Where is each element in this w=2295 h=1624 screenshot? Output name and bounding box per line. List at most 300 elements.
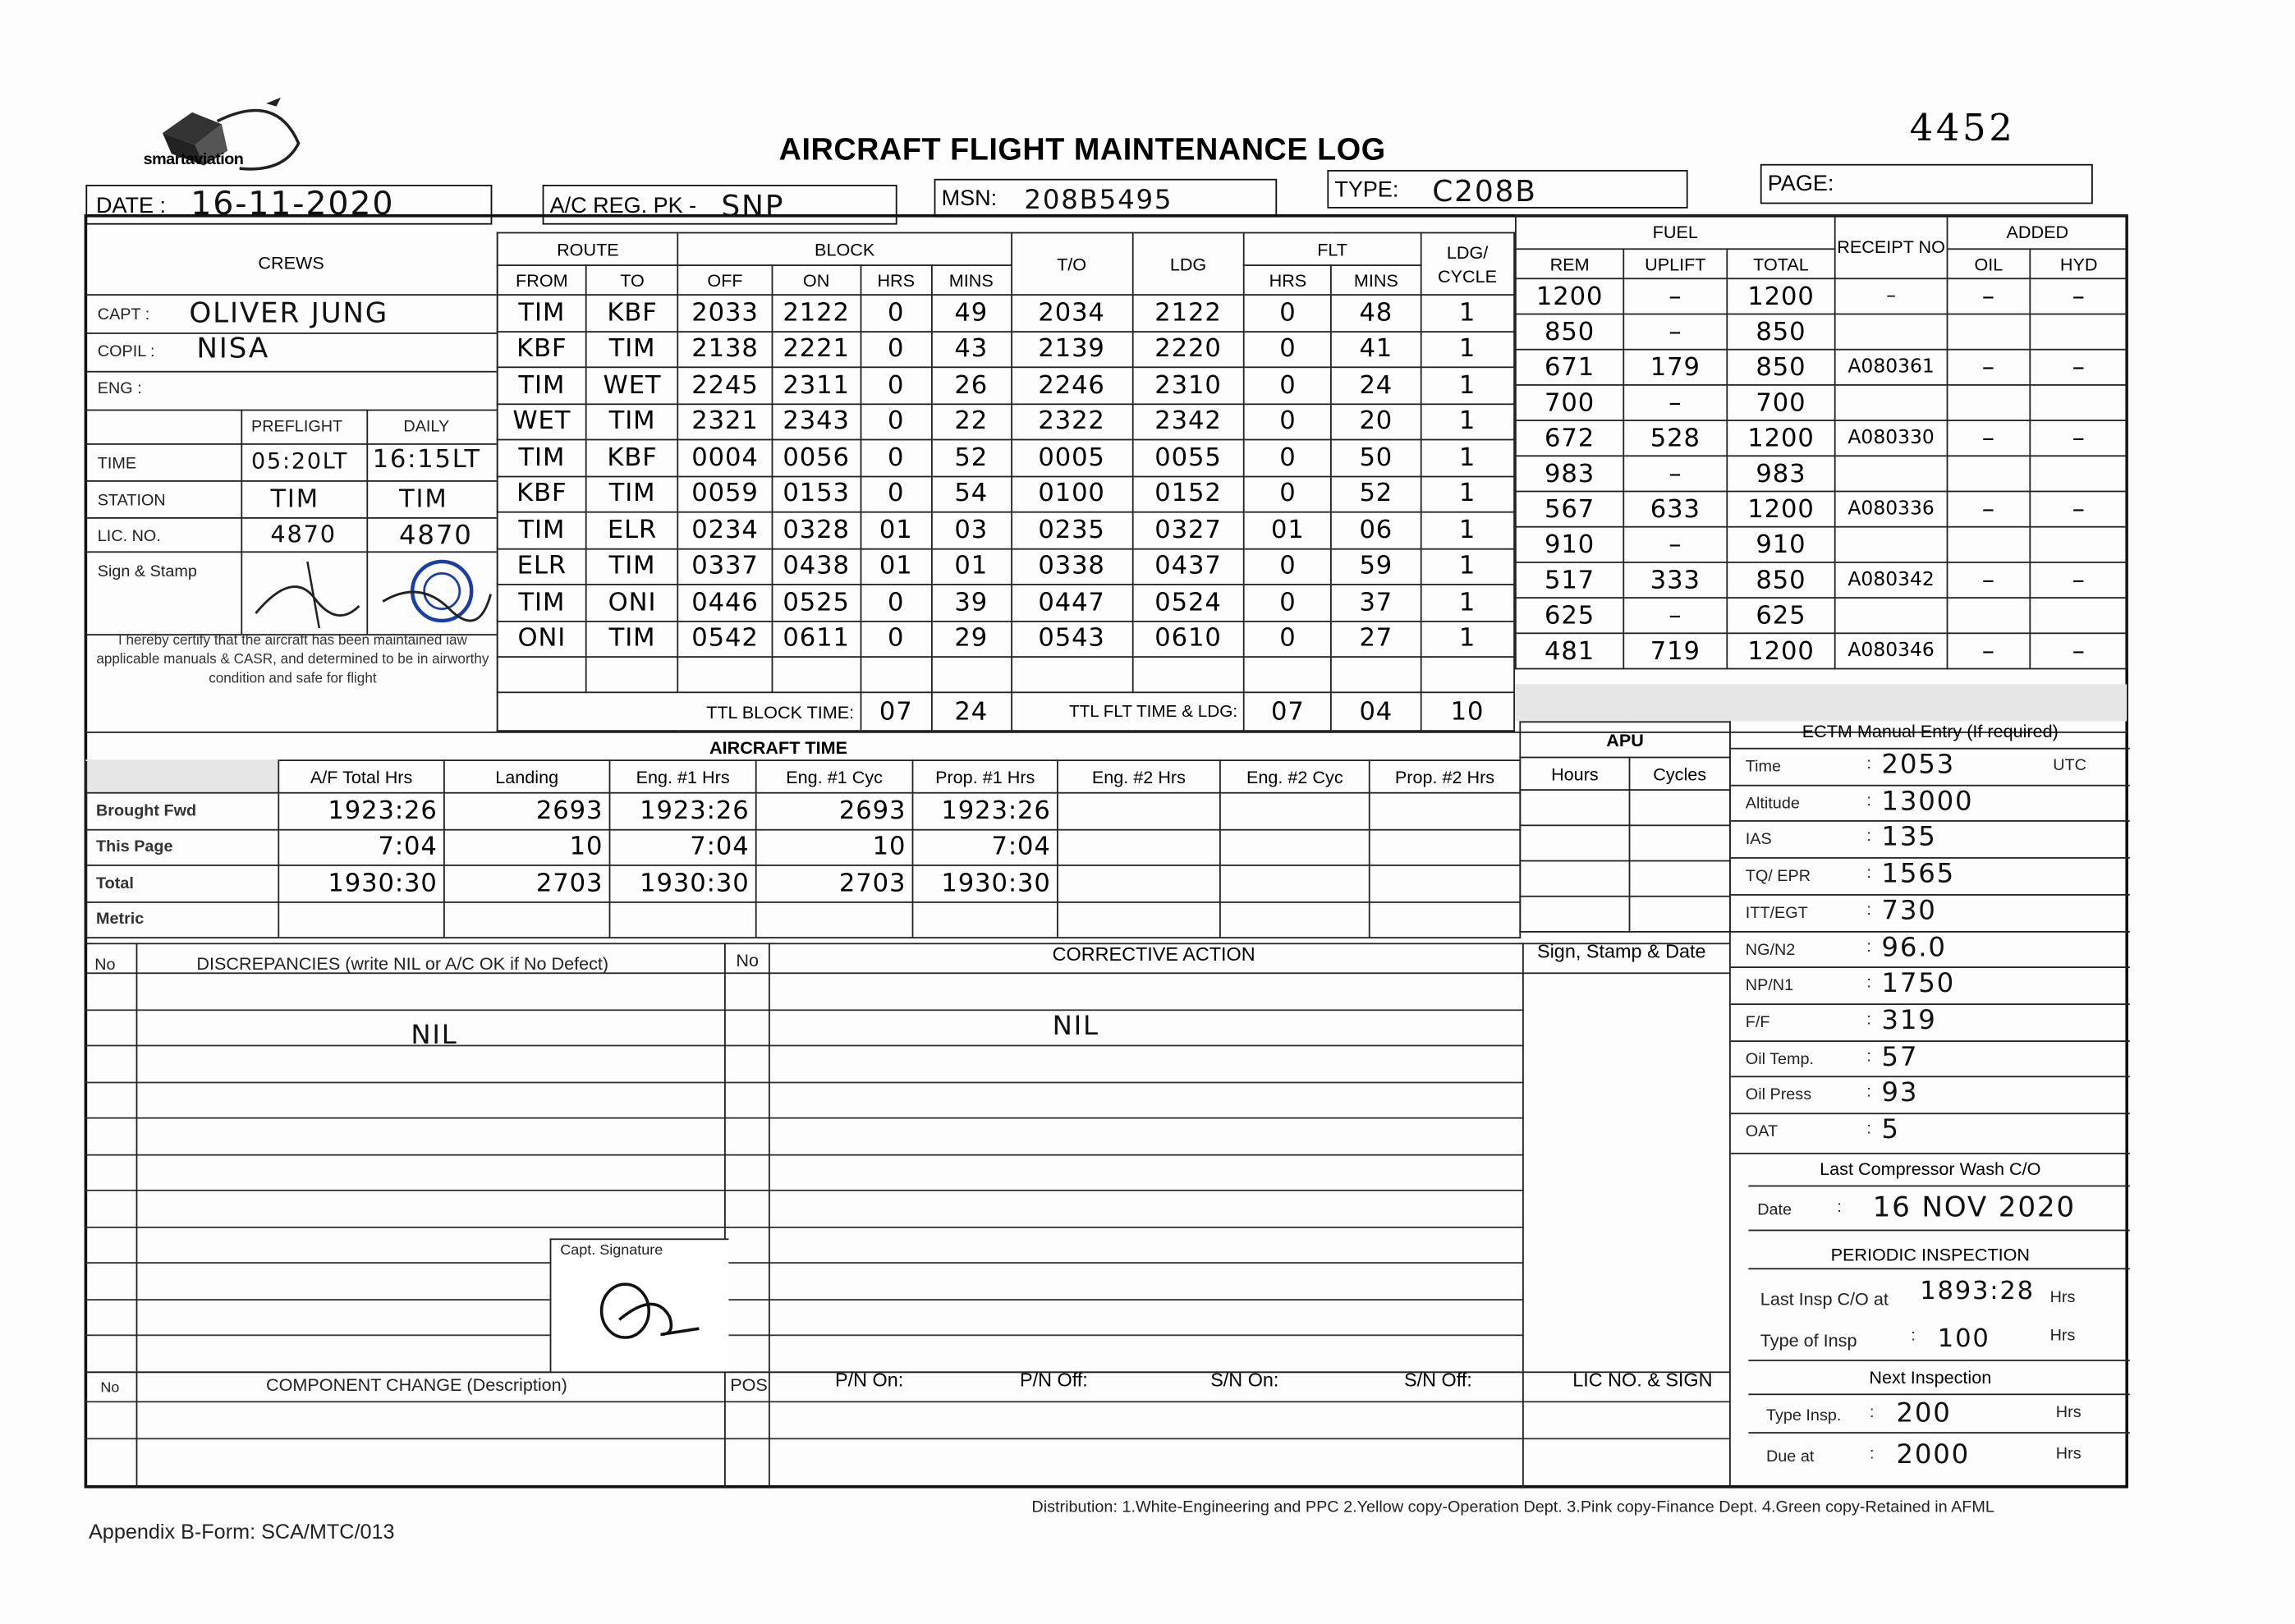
time-cell	[913, 901, 1058, 938]
fuel-cell-total: 625	[1727, 598, 1834, 633]
fuel-cell-rem: 625	[1516, 598, 1623, 633]
time-row	[86, 793, 1520, 829]
sn-on-header: S/N On:	[1210, 1368, 1279, 1391]
serial-number: 4452	[1909, 106, 2016, 149]
flight-cell-flt-mins: 48	[1332, 295, 1421, 331]
fuel-cell-oil: –	[1948, 278, 2031, 314]
flight-cell-flt-mins: 06	[1332, 512, 1421, 548]
flight-cell-from: WET	[498, 403, 586, 439]
time-cell: 10	[756, 829, 913, 865]
wash-title: Last Compressor Wash C/O	[1820, 1158, 2041, 1180]
flight-cell-hrs: 0	[861, 621, 931, 657]
fuel-cell-uplift: 333	[1623, 562, 1727, 598]
fuel-cell-hyd: –	[2030, 562, 2127, 598]
ldg-cycle-header: LDG/ CYCLE	[1421, 233, 1514, 296]
apu-table	[1519, 721, 1730, 932]
type-value: C208B	[1432, 172, 1537, 209]
type-box	[1327, 170, 1687, 209]
flight-cell-ldg: 2310	[1132, 367, 1244, 403]
flight-cell-on: 0328	[772, 512, 861, 548]
fuel-cell-hyd	[2030, 527, 2127, 562]
fuel-cell-rem: 481	[1516, 633, 1623, 668]
flight-cell-cycle: 1	[1421, 476, 1514, 512]
flight-cell-off: 0004	[678, 440, 772, 476]
preflight-label: PREFLIGHT	[251, 418, 343, 436]
time-label: TIME	[97, 455, 137, 473]
rem-header: REM	[1516, 249, 1623, 278]
flight-cell-ldg: 0524	[1132, 585, 1244, 621]
fuel-cell-hyd: –	[2030, 420, 2127, 456]
ectm-label: Time	[1745, 758, 1782, 776]
fuel-row	[1516, 633, 2127, 668]
flight-cell-flt-hrs: 0	[1244, 585, 1331, 621]
time-cell	[278, 901, 444, 938]
time-cell: 1923:26	[913, 793, 1058, 829]
fuel-cell-receipt: A080336	[1835, 492, 1948, 527]
flight-cell-flt-hrs: 0	[1244, 621, 1331, 657]
next-insp-title: Next Inspection	[1869, 1367, 1992, 1388]
flight-cell-mins: 03	[931, 512, 1011, 548]
time-row-label: This Page	[86, 829, 278, 865]
time-cell: 1930:30	[278, 865, 444, 901]
wash-date-label: Date	[1757, 1201, 1792, 1219]
flight-cell-mins: 22	[931, 403, 1011, 439]
flight-cell-flt-mins: 59	[1332, 548, 1421, 585]
fuel-row	[1516, 598, 2127, 633]
flight-cell-ldg: 0610	[1132, 621, 1244, 657]
next-type-unit: Hrs	[2055, 1404, 2082, 1422]
fuel-cell-receipt	[1835, 456, 1948, 491]
ectm-value: 1750	[1881, 968, 1956, 1000]
time-col-header: Eng. #1 Cyc	[756, 760, 913, 793]
fuel-row	[1516, 350, 2127, 385]
flight-cell-on: 0525	[772, 585, 861, 621]
date-value: 16-11-2020	[190, 186, 395, 223]
time-daily: 16:15LT	[372, 444, 481, 475]
time-cell	[1220, 793, 1370, 829]
crews-section	[85, 232, 496, 732]
flight-cell-t-o: 2139	[1011, 331, 1132, 367]
page-title: AIRCRAFT FLIGHT MAINTENANCE LOG	[778, 133, 1386, 167]
fuel-cell-total: 850	[1727, 314, 1834, 350]
fuel-cell-hyd: –	[2030, 278, 2127, 314]
fuel-cell-uplift: –	[1623, 278, 1727, 314]
sn-off-header: S/N Off:	[1404, 1368, 1472, 1391]
ectm-value: 2053	[1881, 749, 1956, 781]
logo-text: smartaviation	[143, 150, 244, 169]
disc-no2-header: No	[736, 950, 760, 971]
flight-cell-ldg: 0055	[1132, 440, 1244, 476]
periodic-title: PERIODIC INSPECTION	[1830, 1244, 2031, 1265]
time-cell: 2693	[444, 793, 610, 829]
block-header: BLOCK	[678, 233, 1011, 266]
flight-cell-flt-mins: 27	[1332, 621, 1421, 657]
time-cell	[1370, 793, 1521, 829]
ectm-label: Altitude	[1745, 794, 1800, 813]
flight-cell-flt-mins: 41	[1332, 331, 1421, 367]
fuel-cell-receipt: A080361	[1835, 350, 1948, 385]
ectm-label: Oil Press	[1745, 1086, 1812, 1105]
date-label: DATE :	[96, 193, 167, 219]
flight-cell-mins: 39	[931, 585, 1011, 621]
pn-off-header: P/N Off:	[1020, 1368, 1088, 1391]
flight-cell-hrs: 0	[861, 403, 931, 439]
flight-cell-mins: 49	[931, 295, 1011, 331]
apu-cycles-header: Cycles	[1630, 758, 1730, 791]
fuel-cell-total: 983	[1727, 456, 1834, 491]
type-label: TYPE:	[1334, 177, 1399, 203]
lic-daily: 4870	[399, 520, 473, 552]
fuel-cell-oil	[1948, 385, 2031, 420]
time-cell: 2703	[756, 865, 913, 901]
aircraft-time-table	[85, 759, 1521, 938]
flight-cell-on: 0056	[772, 440, 861, 476]
fuel-cell-hyd	[2030, 314, 2127, 350]
flight-cell-to: TIM	[586, 621, 678, 657]
fuel-cell-uplift: –	[1623, 598, 1727, 633]
ectm-label: NG/N2	[1745, 940, 1796, 959]
distribution-note: Distribution: 1.White-Engineering and PPC 2.Yellow copy-Operation Dept. 3.Pink copy-Finance Dept. 4.Green copy-Retained in AFML	[1031, 1498, 1994, 1516]
flight-cell-hrs: 0	[861, 331, 931, 367]
flight-cell-t-o: 0447	[1011, 585, 1132, 621]
time-col-header: A/F Total Hrs	[278, 760, 444, 793]
ttl-block-mins: 24	[931, 692, 1011, 731]
fuel-cell-receipt: A080342	[1835, 562, 1948, 598]
lic-sign-header: LIC NO. & SIGN	[1572, 1368, 1713, 1391]
disc-no-header: No	[94, 956, 116, 975]
fuel-cell-rem: 700	[1516, 385, 1623, 420]
flight-cell-off: 2321	[678, 403, 772, 439]
fuel-cell-rem: 517	[1516, 562, 1623, 598]
fuel-cell-oil: –	[1948, 420, 2031, 456]
fuel-cell-hyd: –	[2030, 350, 2127, 385]
flight-cell-cycle: 1	[1421, 621, 1514, 657]
flight-cell-flt-mins: 24	[1332, 367, 1421, 403]
fuel-row	[1516, 492, 2127, 527]
copil-label: COPIL :	[97, 342, 155, 361]
flight-cell-ldg: 2122	[1132, 295, 1244, 331]
flight-cell-on: 0611	[772, 621, 861, 657]
corrective-header: CORRECTIVE ACTION	[1052, 943, 1255, 966]
flight-cell-flt-hrs: 0	[1244, 367, 1331, 403]
time-cell	[1370, 901, 1521, 938]
pn-on-header: P/N On:	[835, 1368, 904, 1391]
flight-cell-ldg: 2220	[1132, 331, 1244, 367]
fuel-row	[1516, 420, 2127, 456]
ectm-label: TQ/ EPR	[1745, 867, 1811, 886]
fuel-cell-receipt	[1835, 314, 1948, 350]
flight-cell-from: KBF	[498, 331, 586, 367]
ectm-value: 135	[1881, 822, 1937, 854]
due-label: Due at	[1766, 1448, 1815, 1466]
flight-cell-cycle: 1	[1421, 367, 1514, 403]
flight-cell-to: KBF	[586, 295, 678, 331]
flight-row	[498, 621, 1514, 657]
time-cell	[1220, 865, 1370, 901]
time-row-label: Brought Fwd	[86, 793, 278, 829]
flight-cell-on: 2311	[772, 367, 861, 403]
msn-label: MSN:	[941, 186, 998, 212]
comp-no-header: No	[100, 1380, 120, 1397]
fuel-cell-uplift: 719	[1623, 633, 1727, 668]
page-label: PAGE:	[1767, 171, 1834, 197]
flight-cell-cycle: 1	[1421, 331, 1514, 367]
fuel-cell-oil	[1948, 456, 2031, 491]
preflight-signature-icon	[248, 554, 366, 631]
flight-cell-to: ELR	[586, 512, 678, 548]
hyd-header: HYD	[2030, 249, 2127, 278]
last-insp-value: 1893:28	[1920, 1277, 2035, 1307]
time-cell: 7:04	[610, 829, 756, 865]
fuel-cell-oil: –	[1948, 492, 2031, 527]
flight-cell-on: 0153	[772, 476, 861, 512]
fuel-cell-receipt: A080346	[1835, 633, 1948, 668]
flight-cell-from: KBF	[498, 476, 586, 512]
due-value: 2000	[1896, 1439, 1971, 1470]
fuel-row	[1516, 527, 2127, 562]
flight-cell-mins: 43	[931, 331, 1011, 367]
flight-cell-from: TIM	[498, 440, 586, 476]
fuel-cell-total: 700	[1727, 385, 1834, 420]
flt-hrs-header: HRS	[1244, 265, 1331, 295]
fuel-cell-total: 1200	[1727, 278, 1834, 314]
crews-title: CREWS	[258, 252, 324, 273]
fuel-cell-receipt: A080330	[1835, 420, 1948, 456]
ectm-label: ITT/EGT	[1745, 904, 1808, 922]
last-insp-label: Last Insp C/O at	[1760, 1288, 1889, 1310]
time-cell	[1058, 829, 1220, 865]
fuel-cell-total: 850	[1727, 562, 1834, 598]
station-preflight: TIM	[270, 484, 319, 515]
flight-row	[498, 476, 1514, 512]
time-row	[86, 901, 1520, 938]
flight-cell-t-o: 0543	[1011, 621, 1132, 657]
time-col-header: Prop. #1 Hrs	[913, 760, 1058, 793]
fuel-cell-total: 910	[1727, 527, 1834, 562]
fuel-cell-hyd	[2030, 456, 2127, 491]
due-unit: Hrs	[2055, 1445, 2082, 1463]
ttl-flt-label: TTL FLT TIME & LDG:	[1011, 692, 1244, 731]
ectm-label: IAS	[1745, 831, 1772, 849]
flight-cell-cycle: 1	[1421, 548, 1514, 585]
capt-signature-icon	[581, 1260, 714, 1349]
on-header: ON	[772, 265, 861, 295]
flight-row	[498, 440, 1514, 476]
ttl-flt-hrs: 07	[1244, 692, 1331, 731]
wash-date-value: 16 NOV 2020	[1872, 1190, 2077, 1224]
flight-cell-hrs: 0	[861, 476, 931, 512]
time-cell	[1058, 901, 1220, 938]
flight-row	[498, 548, 1514, 585]
daily-stamp-icon	[375, 550, 493, 633]
flight-cell-flt-hrs: 0	[1244, 295, 1331, 331]
from-header: FROM	[498, 265, 586, 295]
ttl-block-label: TTL BLOCK TIME:	[498, 692, 861, 731]
fuel-cell-oil	[1948, 598, 2031, 633]
block-hrs-header: HRS	[861, 265, 931, 295]
flight-cell-off: 2138	[678, 331, 772, 367]
flight-cell-from: ELR	[498, 548, 586, 585]
flight-cell-to: KBF	[586, 440, 678, 476]
flight-cell-off: 0542	[678, 621, 772, 657]
daily-label: DAILY	[403, 418, 450, 436]
flight-cell-t-o: 0235	[1011, 512, 1132, 548]
flight-row	[498, 295, 1514, 331]
flight-cell-t-o: 0005	[1011, 440, 1132, 476]
fuel-table	[1515, 214, 2128, 669]
page-box	[1760, 164, 2093, 204]
fuel-cell-total: 1200	[1727, 492, 1834, 527]
ldg-header: LDG	[1132, 233, 1244, 296]
off-header: OFF	[678, 265, 772, 295]
flight-cell-t-o: 0100	[1011, 476, 1132, 512]
uplift-header: UPLIFT	[1623, 249, 1727, 278]
discrepancy-lines	[85, 943, 1729, 1371]
fuel-cell-receipt	[1835, 385, 1948, 420]
flight-cell-to: TIM	[586, 476, 678, 512]
msn-box	[934, 179, 1278, 218]
flight-cell-t-o: 2246	[1011, 367, 1132, 403]
flight-cell-ldg: 0437	[1132, 548, 1244, 585]
copil-name: NISA	[196, 333, 270, 365]
time-cell	[610, 901, 756, 938]
flight-cell-flt-hrs: 0	[1244, 403, 1331, 439]
flight-row	[498, 367, 1514, 403]
fuel-cell-hyd: –	[2030, 633, 2127, 668]
sign-stamp-header: Sign, Stamp & Date	[1537, 939, 1706, 962]
fuel-row	[1516, 456, 2127, 491]
flt-header: FLT	[1244, 233, 1421, 266]
fuel-cell-oil: –	[1948, 562, 2031, 598]
flight-row	[498, 331, 1514, 367]
flight-cell-off: 2245	[678, 367, 772, 403]
type-insp-unit: Hrs	[2049, 1327, 2076, 1345]
flight-cell-hrs: 0	[861, 295, 931, 331]
fuel-row	[1516, 314, 2127, 350]
fuel-cell-uplift: 633	[1623, 492, 1727, 527]
time-cell: 1923:26	[278, 793, 444, 829]
comp-desc-header: COMPONENT CHANGE (Description)	[266, 1374, 567, 1396]
time-col-header: Prop. #2 Hrs	[1370, 760, 1521, 793]
time-cell	[1220, 901, 1370, 938]
time-row-label: Metric	[86, 901, 278, 938]
flight-cell-flt-hrs: 0	[1244, 440, 1331, 476]
company-logo	[136, 92, 314, 181]
type-insp-label: Type of Insp	[1760, 1330, 1857, 1351]
time-col-header: Eng. #1 Hrs	[610, 760, 756, 793]
flight-cell-mins: 29	[931, 621, 1011, 657]
flight-cell-flt-hrs: 0	[1244, 548, 1331, 585]
flight-cell-to: TIM	[586, 403, 678, 439]
flight-cell-off: 0446	[678, 585, 772, 621]
fuel-cell-uplift: 179	[1623, 350, 1727, 385]
to-header: T/O	[1011, 233, 1132, 296]
flight-cell-t-o: 2034	[1011, 295, 1132, 331]
fuel-cell-oil: –	[1948, 633, 2031, 668]
flight-cell-hrs: 0	[861, 585, 931, 621]
fuel-cell-hyd: –	[2030, 492, 2127, 527]
block-mins-header: MINS	[931, 265, 1011, 295]
action-value: NIL	[1052, 1011, 1099, 1042]
capt-label: CAPT :	[97, 305, 150, 324]
total-header: TOTAL	[1727, 249, 1834, 278]
aircraft-time-title: AIRCRAFT TIME	[709, 737, 847, 759]
ectm-unit: UTC	[2053, 756, 2086, 775]
next-type-value: 200	[1896, 1397, 1952, 1429]
ectm-value: 1565	[1881, 858, 1956, 890]
time-cell: 2693	[756, 793, 913, 829]
flight-cell-off: 0234	[678, 512, 772, 548]
fuel-cell-rem: 672	[1516, 420, 1623, 456]
time-col-header: Eng. #2 Hrs	[1058, 760, 1220, 793]
time-cell	[1058, 793, 1220, 829]
station-daily: TIM	[399, 484, 448, 515]
time-cell	[1370, 829, 1521, 865]
flight-cell-from: ONI	[498, 621, 586, 657]
flight-cell-hrs: 01	[861, 548, 931, 585]
ectm-value: 57	[1881, 1041, 1919, 1073]
time-row-label: Total	[86, 865, 278, 901]
flight-table	[497, 232, 1515, 732]
ectm-label: Oil Temp.	[1745, 1050, 1815, 1068]
flt-mins-header: MINS	[1332, 265, 1421, 295]
ectm-label: F/F	[1745, 1013, 1770, 1032]
time-cell	[1370, 865, 1521, 901]
flight-cell-flt-hrs: 0	[1244, 331, 1331, 367]
fuel-row	[1516, 278, 2127, 314]
flight-cell-to: WET	[586, 367, 678, 403]
flight-cell-mins: 54	[931, 476, 1011, 512]
fuel-cell-uplift: –	[1623, 456, 1727, 491]
fuel-cell-rem: 567	[1516, 492, 1623, 527]
ectm-label: OAT	[1745, 1123, 1779, 1141]
fuel-cell-total: 1200	[1727, 633, 1834, 668]
flight-cell-cycle: 1	[1421, 403, 1514, 439]
station-label: STATION	[97, 492, 166, 510]
certify-statement: I hereby certify that the aircraft has been maintained iaw applicable manuals & CASR, and determined to be in airworthy condition and safe for flight	[96, 632, 489, 687]
fuel-cell-uplift: 528	[1623, 420, 1727, 456]
route-header: ROUTE	[498, 233, 678, 266]
time-col-header: Eng. #2 Cyc	[1220, 760, 1370, 793]
fuel-cell-uplift: –	[1623, 314, 1727, 350]
time-cell	[1220, 829, 1370, 865]
time-cell	[444, 901, 610, 938]
type-insp-value: 100	[1937, 1324, 1990, 1354]
flight-cell-cycle: 1	[1421, 585, 1514, 621]
ectm-value: 93	[1881, 1077, 1919, 1109]
capt-signature-label: Capt. Signature	[560, 1242, 663, 1259]
fuel-cell-uplift: –	[1623, 385, 1727, 420]
time-cell: 7:04	[913, 829, 1058, 865]
flight-cell-hrs: 0	[861, 367, 931, 403]
flight-cell-on: 2343	[772, 403, 861, 439]
ttl-flt-mins: 04	[1332, 692, 1421, 731]
flight-cell-flt-mins: 50	[1332, 440, 1421, 476]
flight-row	[498, 512, 1514, 548]
flight-cell-mins: 26	[931, 367, 1011, 403]
fuel-cell-total: 850	[1727, 350, 1834, 385]
flight-cell-ldg: 0327	[1132, 512, 1244, 548]
eng-label: ENG :	[97, 379, 142, 398]
reg-value: SNP	[721, 187, 785, 223]
disc-value: NIL	[411, 1020, 458, 1051]
fuel-cell-rem: 671	[1516, 350, 1623, 385]
apu-hours-header: Hours	[1520, 758, 1629, 791]
flight-cell-flt-hrs: 01	[1244, 512, 1331, 548]
ectm-label: NP/N1	[1745, 977, 1794, 995]
flight-row	[498, 403, 1514, 439]
apu-header: APU	[1520, 722, 1730, 757]
